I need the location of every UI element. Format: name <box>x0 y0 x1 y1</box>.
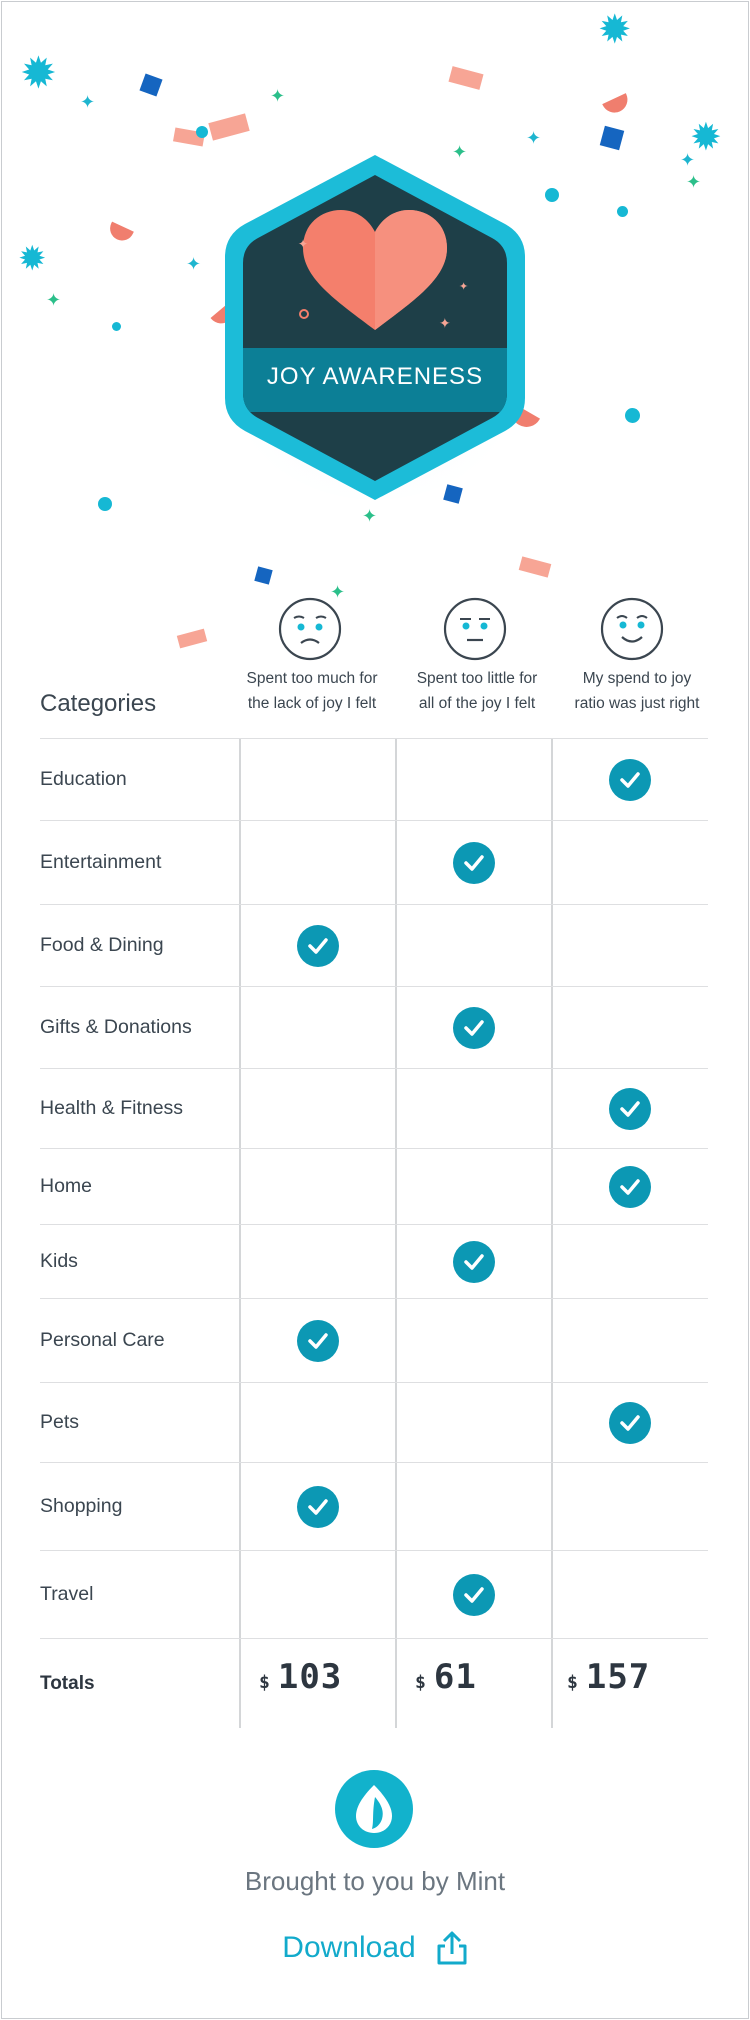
table-cell <box>395 1463 551 1550</box>
brought-by-text: Brought to you by Mint <box>244 1866 506 1896</box>
currency-symbol: $ <box>567 1672 578 1693</box>
total-cell <box>239 1639 395 1728</box>
table-cell <box>239 1225 395 1298</box>
column-header-just-right: My spend to joy ratio was just right <box>574 670 700 712</box>
mint-leaf-icon <box>335 1770 413 1848</box>
table-row <box>40 738 708 820</box>
checkmark-icon <box>297 1486 339 1528</box>
joy-table <box>40 738 708 1728</box>
table-cell <box>551 1463 707 1550</box>
table-cell <box>551 739 707 820</box>
checkmark-icon <box>297 1320 339 1362</box>
total-cell <box>395 1639 551 1728</box>
column-header-too-little: Spent too little for all of the joy I felt <box>416 670 538 712</box>
smiling-face-icon <box>599 596 665 662</box>
table-cell <box>239 739 395 820</box>
svg-text:✦: ✦ <box>439 316 451 332</box>
table-cell <box>239 1069 395 1148</box>
table-cell <box>551 987 707 1068</box>
column-header-too-much: Spent too much for the lack of joy I felt <box>246 670 378 712</box>
table-cell <box>551 1069 707 1148</box>
currency-symbol: $ <box>259 1672 270 1693</box>
table-cell <box>395 1225 551 1298</box>
badge-title: JOY AWARENESS <box>266 363 484 390</box>
burst-icon: ✹ <box>18 239 47 279</box>
currency-symbol: $ <box>415 1672 426 1693</box>
category-label: Kids <box>40 1250 78 1272</box>
table-cell <box>239 1149 395 1224</box>
sparkle-icon: ✦ <box>46 290 62 311</box>
burst-icon: ✹ <box>598 7 632 53</box>
sparkle-icon: ✦ <box>80 92 96 113</box>
total-value: 61 <box>433 1657 477 1697</box>
total-amount <box>415 1657 477 1697</box>
table-cell <box>395 905 551 986</box>
table-cell <box>551 1383 707 1462</box>
table-cell <box>239 905 395 986</box>
table-cell <box>239 1299 395 1382</box>
table-cell <box>551 821 707 904</box>
category-label: Entertainment <box>40 851 162 873</box>
checkmark-icon <box>297 925 339 967</box>
hexagon-badge-icon <box>215 150 535 505</box>
table-cell <box>395 987 551 1068</box>
checkmark-icon <box>453 842 495 884</box>
table-cell <box>239 987 395 1068</box>
category-label: Home <box>40 1175 93 1197</box>
total-cell <box>551 1639 707 1728</box>
totals-row <box>40 1638 708 1728</box>
totals-label: Totals <box>40 1672 95 1694</box>
sparkle-icon: ✦ <box>186 254 202 275</box>
total-value: 103 <box>277 1657 343 1697</box>
table-row <box>40 1382 708 1462</box>
svg-text:✦: ✦ <box>459 280 469 293</box>
column-faces <box>0 596 750 676</box>
burst-icon: ✹ <box>690 115 722 159</box>
sparkle-icon: ✦ <box>452 142 468 163</box>
table-row <box>40 986 708 1068</box>
checkmark-icon <box>453 1574 495 1616</box>
checkmark-icon <box>609 1402 651 1444</box>
checkmark-icon <box>453 1241 495 1283</box>
checkmark-icon <box>609 1166 651 1208</box>
table-row <box>40 820 708 904</box>
category-label: Food & Dining <box>40 934 164 956</box>
download-label: Download <box>282 1931 416 1964</box>
category-label: Pets <box>40 1411 80 1433</box>
table-cell <box>395 1383 551 1462</box>
table-cell <box>239 1463 395 1550</box>
table-cell <box>395 1149 551 1224</box>
table-cell <box>239 1383 395 1462</box>
table-cell <box>395 821 551 904</box>
burst-icon: ✹ <box>20 48 57 99</box>
neutral-face-icon <box>442 596 508 662</box>
checkmark-icon <box>609 1088 651 1130</box>
sparkle-icon: ✦ <box>330 582 346 603</box>
table-row <box>40 1462 708 1550</box>
sparkle-icon: ✦ <box>680 150 696 171</box>
category-label: Gifts & Donations <box>40 1016 192 1038</box>
table-row <box>40 1298 708 1382</box>
table-cell <box>395 1069 551 1148</box>
total-amount <box>567 1657 650 1697</box>
joy-awareness-badge <box>215 150 535 505</box>
category-label: Health & Fitness <box>40 1097 184 1119</box>
table-cell <box>239 1551 395 1638</box>
category-label: Personal Care <box>40 1329 165 1351</box>
table-row <box>40 1224 708 1298</box>
table-cell <box>551 1225 707 1298</box>
categories-heading: Categories <box>40 690 157 717</box>
checkmark-icon <box>453 1007 495 1049</box>
table-row <box>40 1068 708 1148</box>
checkmark-icon <box>609 759 651 801</box>
worried-face-icon <box>277 596 343 662</box>
category-label: Shopping <box>40 1495 123 1517</box>
table-cell <box>239 821 395 904</box>
table-cell <box>551 1299 707 1382</box>
sparkle-icon: ✦ <box>526 128 542 149</box>
table-cell <box>395 1551 551 1638</box>
table-row <box>40 1148 708 1224</box>
total-value: 157 <box>585 1657 651 1697</box>
table-cell <box>395 739 551 820</box>
sparkle-icon: ✦ <box>270 86 286 107</box>
share-upload-icon <box>436 1930 468 1966</box>
table-cell <box>551 1551 707 1638</box>
sparkle-icon: ✦ <box>686 172 702 193</box>
table-row <box>40 1550 708 1638</box>
table-cell <box>395 1299 551 1382</box>
sparkle-icon: ✦ <box>362 506 378 527</box>
svg-text:✦: ✦ <box>298 237 309 251</box>
table-row <box>40 904 708 986</box>
table-cell <box>551 905 707 986</box>
category-label: Education <box>40 768 127 790</box>
category-label: Travel <box>40 1583 94 1605</box>
total-amount <box>259 1657 342 1697</box>
table-cell <box>551 1149 707 1224</box>
download-button[interactable] <box>0 1930 750 1966</box>
